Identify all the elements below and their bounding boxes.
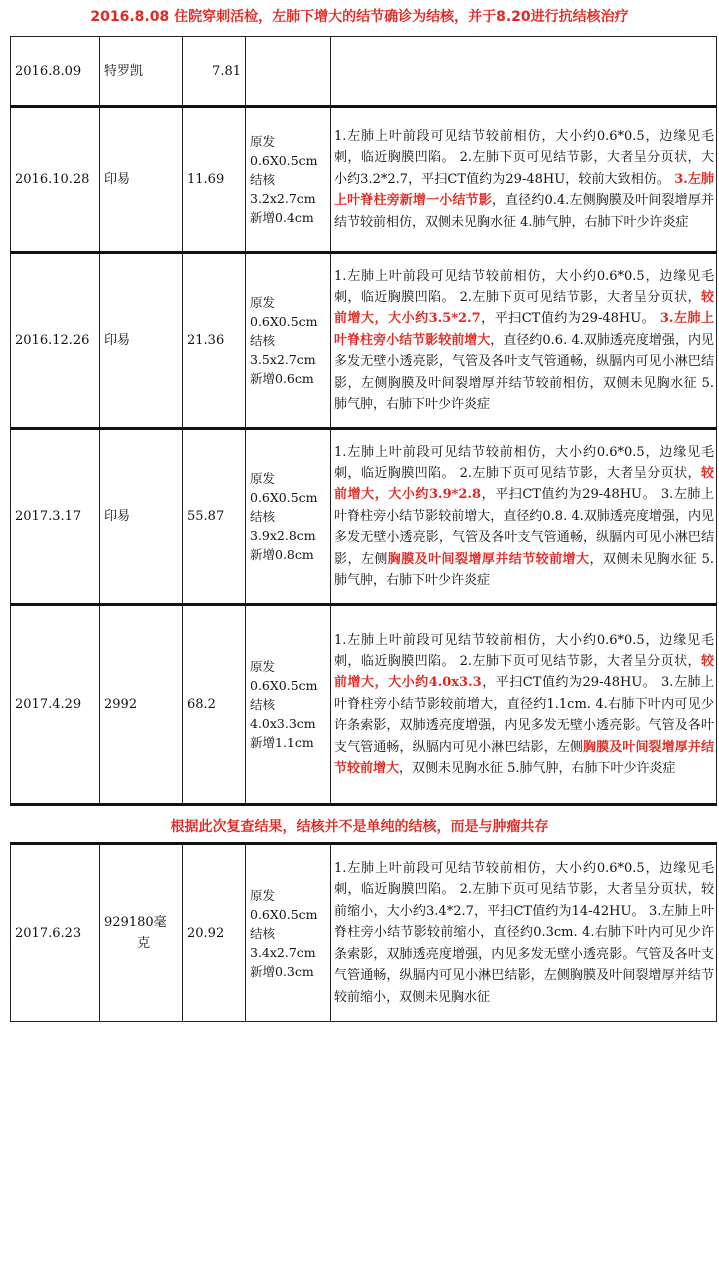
report-highlight: 胸膜及叶间裂增厚并结节较前增大	[387, 551, 590, 567]
row-drug: 特罗凯	[100, 37, 183, 107]
records-table-body	[11, 37, 717, 805]
row-date: 2016.10.28	[11, 107, 100, 253]
row-date: 2017.6.23	[11, 844, 100, 1022]
row-size: 原发 0.6X0.5cm 结核 3.4x2.7cm 新增0.3cm	[246, 844, 331, 1022]
report-text: ，直径约0.4.左侧胸膜及叶间裂增厚并结节较前相仿，双侧未见胸水征 4.肺气肿，右肺下叶少许炎症	[334, 193, 714, 230]
row-drug: 印易	[100, 253, 183, 429]
report-text: ，平扫CT值约为29-48HU。	[480, 311, 660, 327]
report-highlight: 较前增大，大小约4.0x3.3	[334, 653, 714, 691]
row-drug	[100, 844, 183, 1022]
report-highlight: 较前增大，大小约3.5*2.7	[334, 289, 714, 327]
row-value: 21.36	[183, 253, 246, 429]
row-date: 2017.4.29	[11, 605, 100, 805]
row-value: 55.87	[183, 429, 246, 605]
row-drug: 印易	[100, 107, 183, 253]
row-report: 1.左肺上叶前段可见结节较前相仿，大小约0.6*0.5，边缘见毛刺，临近胸膜凹陷。 2.左肺下页可见结节影，大者呈分页状，较前缩小，大小约3.4*2.7，平扫CT值约为14-42HU。 3.左肺上叶脊柱旁小结节影较前缩小，直径约0.3cm. 4.右肺下叶内可见少许条索影，双肺透亮度增强，内见多发无壁小透亮影。气管及各叶支气管通畅，纵膈内可见小淋巴结影，左侧胸膜及叶间裂增厚并结节较前缩小，双侧未见胸水征	[331, 844, 717, 1022]
table-row	[11, 253, 717, 429]
row-date: 2017.3.17	[11, 429, 100, 605]
report-highlight: 3.左肺上叶脊柱旁新增一小结节影	[334, 171, 714, 209]
report-highlight: 胸膜及叶间裂增厚并结节较前增大	[334, 739, 714, 777]
row-report	[331, 605, 717, 805]
banner-middle: 根据此次复查结果，结核并不是单纯的结核，而是与肿瘤共存	[170, 819, 549, 835]
report-text: ，双侧未见胸水征 5.肺气肿，右肺下叶少许炎症	[399, 761, 676, 777]
row-size: 原发 0.6X0.5cm 结核 3.2x2.7cm 新增0.4cm	[246, 107, 331, 253]
row-date: 2016.12.26	[11, 253, 100, 429]
report-highlight: 较前增大，大小约3.9*2.8	[334, 465, 714, 503]
row-size	[246, 37, 331, 107]
banner-top: 2016.8.08 住院穿刺活检，左肺下增大的结节确诊为结核，并于8.20进行抗结核治疗	[90, 9, 629, 25]
row-drug-dose: 80毫克	[137, 915, 167, 951]
records-table	[10, 36, 717, 806]
row-value: 68.2	[183, 605, 246, 805]
table-row	[11, 844, 717, 1022]
row-size: 原发 0.6X0.5cm 结核 3.9x2.8cm 新增0.8cm	[246, 429, 331, 605]
row-drug: 2992	[100, 605, 183, 805]
report-text: 1.左肺上叶前段可见结节较前相仿，大小约0.6*0.5，边缘见毛刺，临近胸膜凹陷。 2.左肺下页可见结节影，大者呈分页状，	[334, 268, 714, 305]
followup-table	[10, 842, 717, 1022]
row-size: 原发 0.6X0.5cm 结核 3.5x2.7cm 新增0.6cm	[246, 253, 331, 429]
table-row	[11, 37, 717, 107]
report-text: 1.左肺上叶前段可见结节较前相仿，大小约0.6*0.5，边缘见毛刺，临近胸膜凹陷。 2.左肺下页可见结节影，大者呈分页状，	[334, 632, 714, 669]
row-report	[331, 107, 717, 253]
report-text: ，双侧未见胸水征 5.肺气肿，右肺下叶少许炎症	[334, 551, 714, 589]
report-text: 1.左肺上叶前段可见结节较前相仿，大小约0.6*0.5，边缘见毛刺，临近胸膜凹陷。 2.左肺下页可见结节影，大者呈分页状，	[334, 444, 714, 481]
table-row	[11, 107, 717, 253]
row-report	[331, 37, 717, 107]
report-text: ，平扫CT值约为29-48HU。 3.左肺上叶脊柱旁小结节影较前增大，直径约1.1cm. 4.右肺下叶内可见少许条索影，双肺透亮度增强，内见多发无壁小透亮影。气管及各叶支气管通畅，纵膈内可见小淋巴结影，左侧	[334, 675, 714, 755]
row-value: 7.81	[183, 37, 246, 107]
report-text: ，平扫CT值约为29-48HU。 3.左肺上叶脊柱旁小结节影较前增大，直径约0.8. 4.双肺透亮度增强，内见多发无壁小透亮影，气管及各叶支气管通畅，纵膈内可见小淋巴结影，左侧	[334, 487, 714, 567]
row-value: 11.69	[183, 107, 246, 253]
row-drug-name: 9291	[104, 915, 138, 930]
report-text: 1.左肺上叶前段可见结节较前相仿，大小约0.6*0.5，边缘见毛刺，临近胸膜凹陷。 2.左肺下页可见结节影，大者呈分页状，大小约3.2*2.7，平扫CT值约为29-48HU，较前大致相仿。	[334, 128, 714, 187]
report-text: ，直径约0.6. 4.双肺透亮度增强，内见多发无壁小透亮影，气管及各叶支气管通畅，纵膈内可见小淋巴结影，左侧胸膜及叶间裂增厚并结节较前相仿，双侧未见胸水征 5.肺气肿，右肺下叶少许炎症	[334, 332, 714, 413]
report-highlight: 3.左肺上叶脊柱旁小结节影较前增大	[334, 311, 714, 348]
table-row	[11, 605, 717, 805]
row-drug: 印易	[100, 429, 183, 605]
row-size: 原发 0.6X0.5cm 结核 4.0x3.3cm 新增1.1cm	[246, 605, 331, 805]
table-row	[11, 429, 717, 605]
row-date: 2016.8.09	[11, 37, 100, 107]
row-value: 20.92	[183, 844, 246, 1022]
row-report	[331, 429, 717, 605]
row-report	[331, 253, 717, 429]
